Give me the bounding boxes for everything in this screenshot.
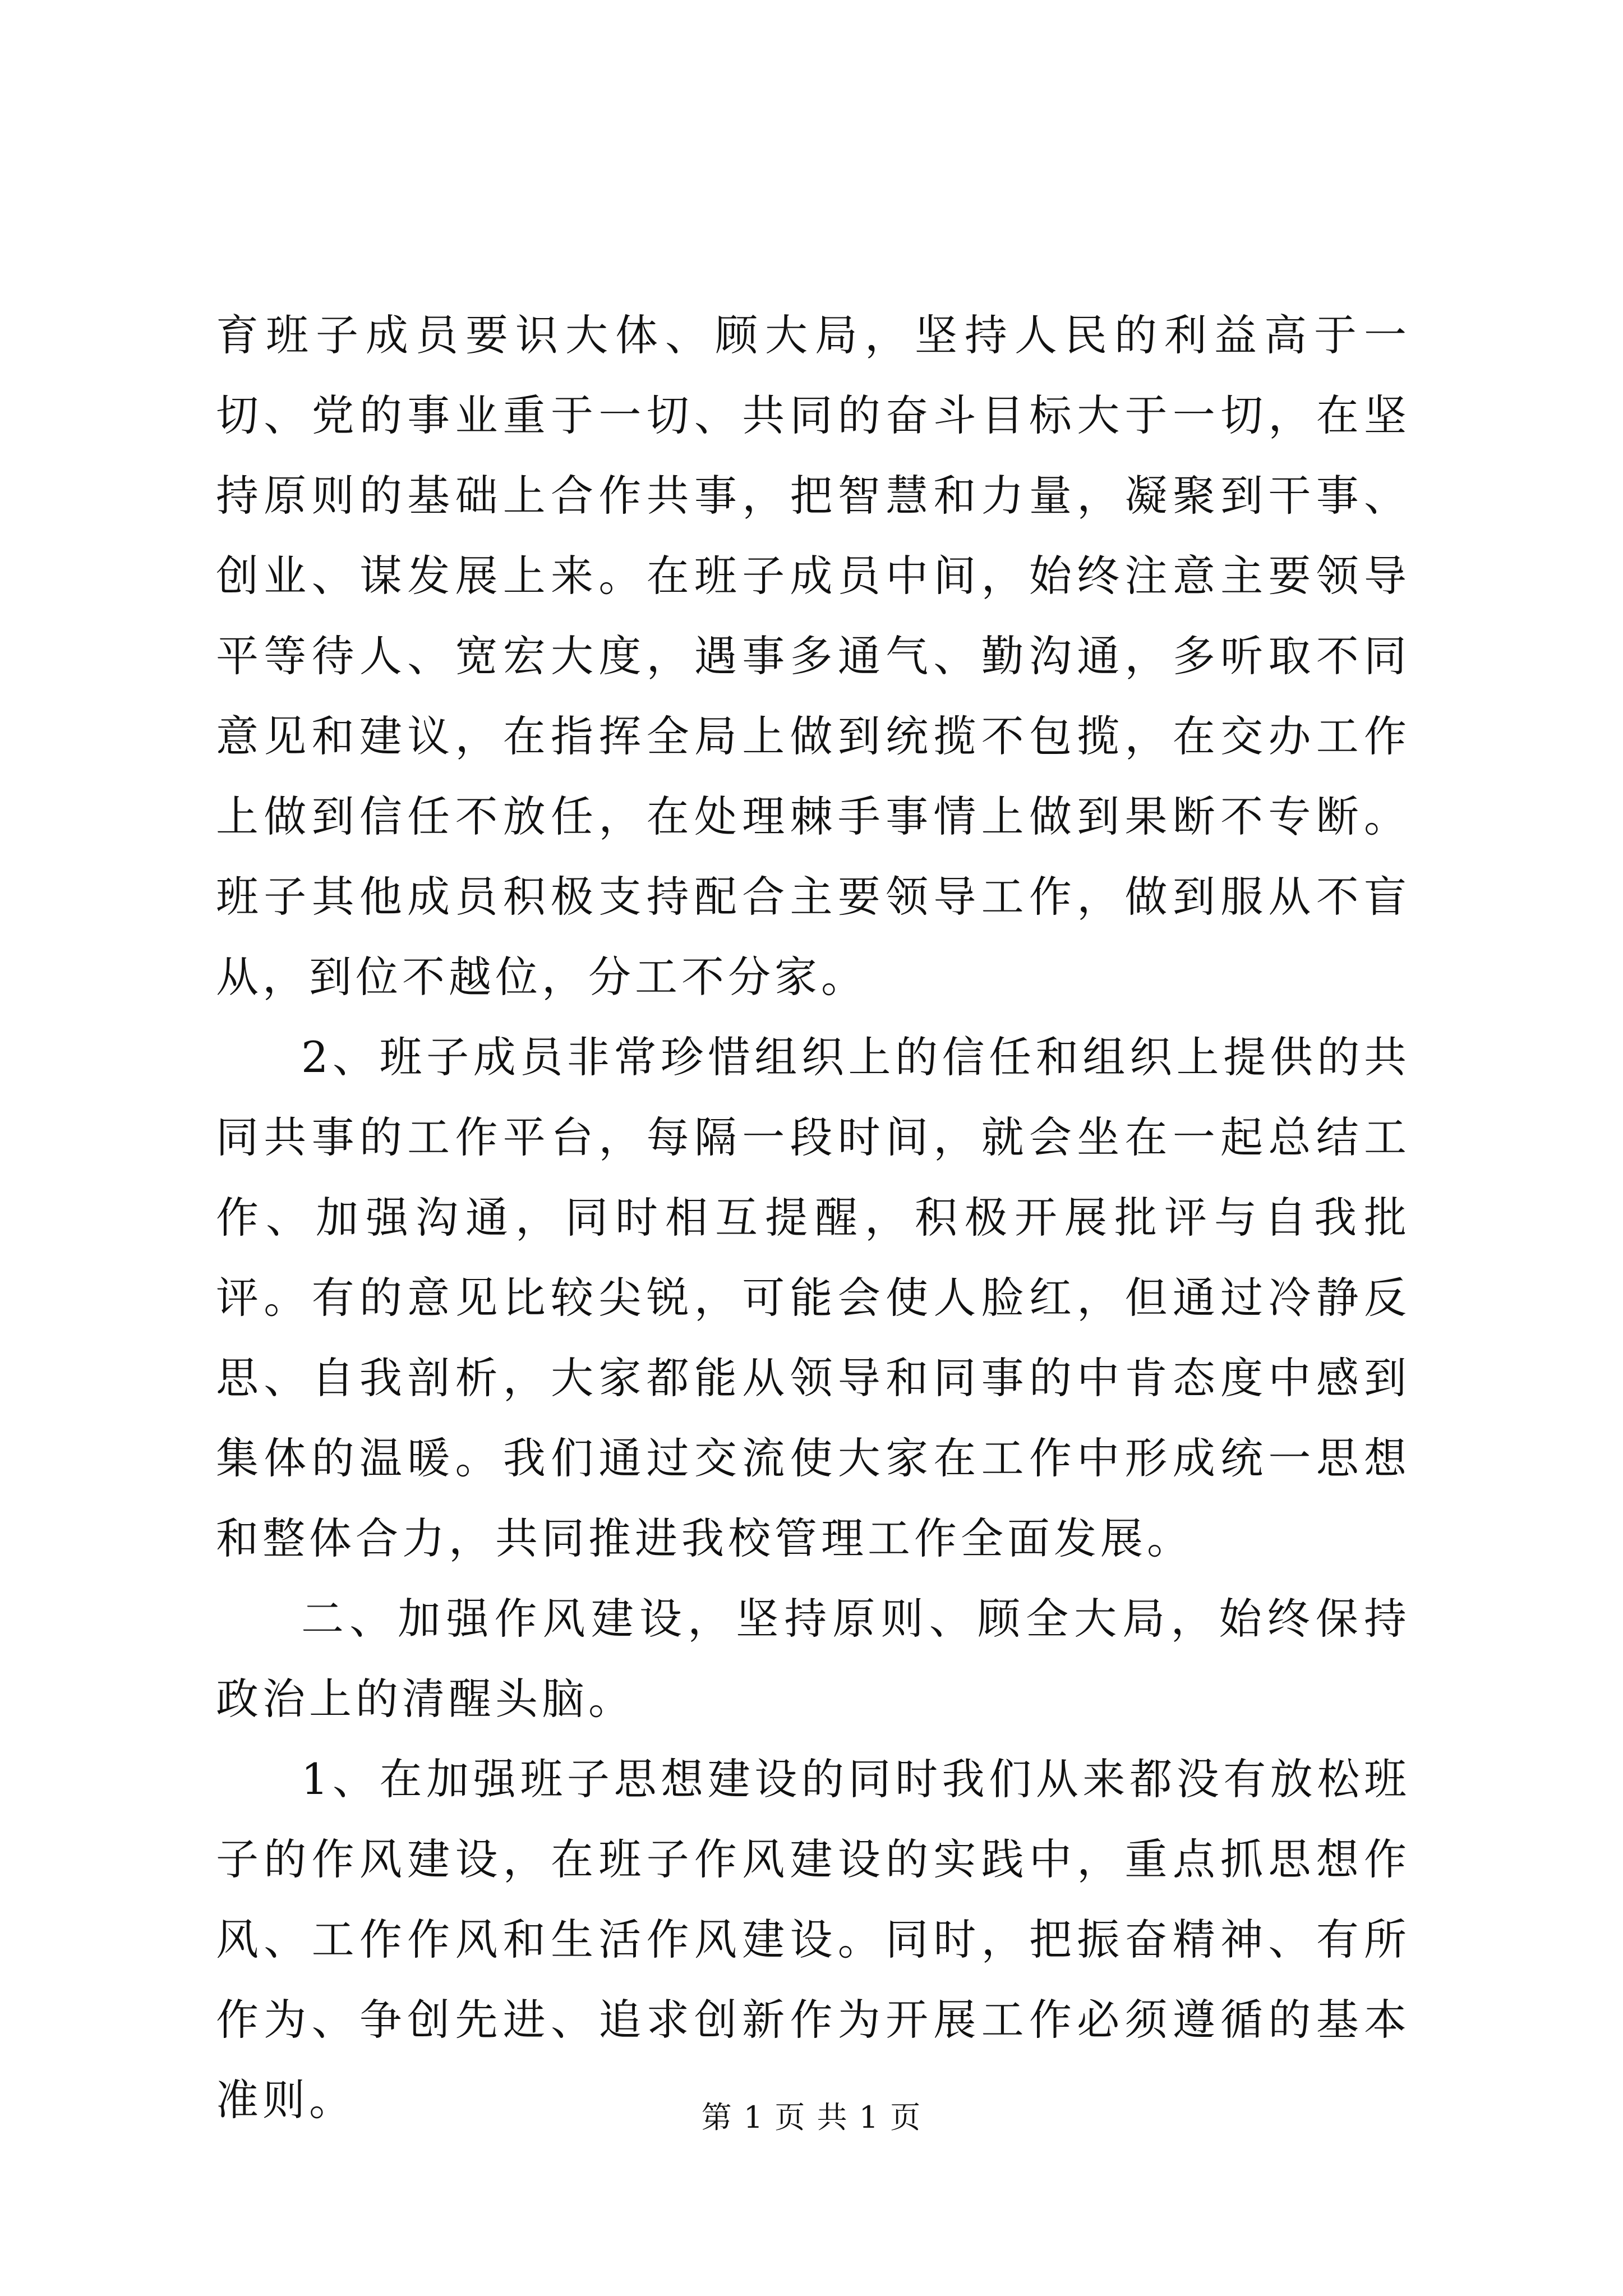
paragraph-item-1: 1、在加强班子思想建设的同时我们从来都没有放松班子的作风建设，在班子作风建设的实践中，重点抓思想作风、工作作风和生活作风建设。同时，把振奋精神、有所作为、争创先进、追求创新作为开展工作必须遵循的基本准则。 [216, 1754, 1410, 2125]
paragraph-item-2: 2、班子成员非常珍惜组织上的信任和组织上提供的共同共事的工作平台，每隔一段时间，就会坐在一起总结工作、加强沟通，同时相互提醒，积极开展批评与自我批评。有的意见比较尖锐，可能会使人脸红，但通过冷静反思、自我剖析，大家都能从领导和同事的中肯态度中感到集体的温暖。我们通过交流使大家在工作中形成统一思想和整体合力，共同推进我校管理工作全面发展。 [216, 1032, 1410, 1563]
section-heading-2: 二、加强作风建设，坚持原则、顾全大局，始终保持政治上的清醒头脑。 [216, 1594, 1410, 1724]
document-body [216, 295, 1410, 2140]
page-footer: 第 1 页 共 1 页 [701, 2100, 922, 2135]
paragraph-continued: 育班子成员要识大体、顾大局，坚持人民的利益高于一切、党的事业重于一切、共同的奋斗目标大于一切，在坚持原则的基础上合作共事，把智慧和力量，凝聚到干事、创业、谋发展上来。在班子成员中间，始终注意主要领导平等待人、宽宏大度，遇事多通气、勤沟通，多听取不同意见和建议，在指挥全局上做到统揽不包揽，在交办工作上做到信任不放任，在处理棘手事情上做到果断不专断。班子其他成员积极支持配合主要领导工作，做到服从不盲从，到位不越位，分工不分家。 [216, 310, 1410, 1002]
